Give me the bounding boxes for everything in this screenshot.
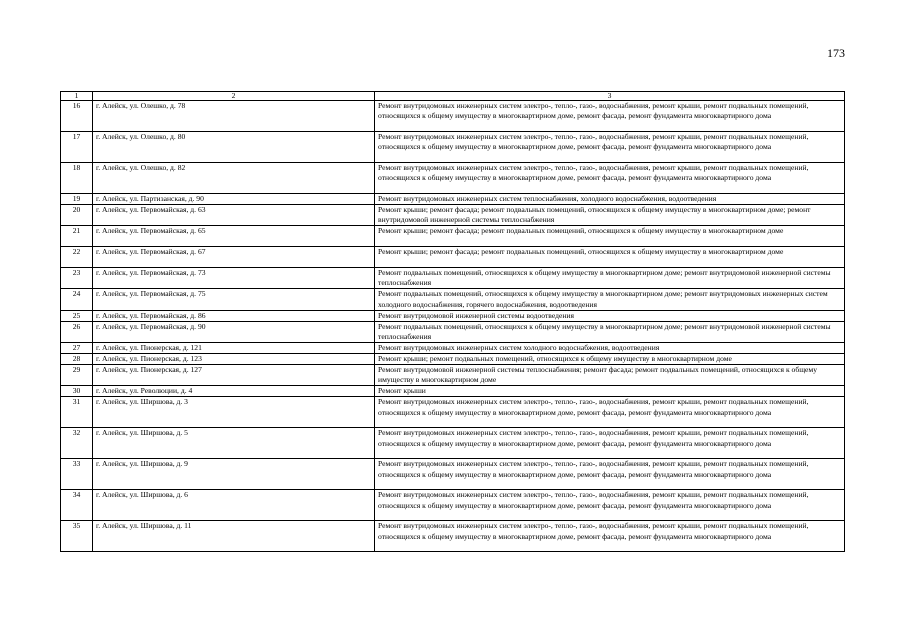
table-row: [61, 428, 845, 459]
row-works: Ремонт внутридомовых инженерных систем электро-, тепло-, газо-, водоснабжения, ремонт крыши, ремонт подвальных помещений, относящихся к общему имуществу в многоквартирном доме, ремонт фасада, ремонт фундамента многоквартирного дома: [375, 163, 845, 194]
row-number: 17: [61, 132, 93, 163]
row-works: Ремонт внутридомовых инженерных систем электро-, тепло-, газо-, водоснабжения, ремонт крыши, ремонт подвальных помещений, относящихся к общему имуществу в многоквартирном доме, ремонт фасада, ремонт фундамента многоквартирного дома: [375, 459, 845, 490]
row-works: Ремонт крыши: [375, 386, 845, 397]
row-address: г. Алейск, ул. Первомайская, д. 67: [93, 247, 375, 268]
row-works: Ремонт подвальных помещений, относящихся к общему имуществу в многоквартирном доме; ремонт внутридомовой инженерной системы теплоснабжения: [375, 321, 845, 342]
row-address: г. Алейск, ул. Пионерская, д. 123: [93, 354, 375, 365]
column-header-works: 3: [375, 92, 845, 101]
row-address: г. Алейск, ул. Первомайская, д. 90: [93, 321, 375, 342]
table-row: [61, 132, 845, 163]
table-row: [61, 459, 845, 490]
row-number: 33: [61, 459, 93, 490]
table-row: [61, 321, 845, 342]
page-number: 173: [827, 46, 845, 60]
row-address: г. Алейск, ул. Ширшова, д. 3: [93, 397, 375, 428]
row-works: Ремонт подвальных помещений, относящихся к общему имуществу в многоквартирном доме; ремонт внутридомовой инженерной системы теплоснабжения: [375, 268, 845, 289]
row-works: Ремонт внутридомовых инженерных систем электро-, тепло-, газо-, водоснабжения, ремонт крыши, ремонт подвальных помещений, относящихся к общему имуществу в многоквартирном доме, ремонт фасада, ремонт фундамента многоквартирного дома: [375, 428, 845, 459]
row-number: 34: [61, 490, 93, 521]
row-address: г. Алейск, ул. Пионерская, д. 127: [93, 365, 375, 386]
row-works: Ремонт внутридомовых инженерных систем электро-, тепло-, газо-, водоснабжения, ремонт крыши, ремонт подвальных помещений, относящихся к общему имуществу в многоквартирном доме, ремонт фасада, ремонт фундамента многоквартирного дома: [375, 397, 845, 428]
row-address: г. Алейск, ул. Первомайская, д. 73: [93, 268, 375, 289]
row-works: Ремонт внутридомовой инженерной системы теплоснабжения; ремонт фасада; ремонт подвальных помещений, относящихся к общему имуществу в многоквартирном доме: [375, 365, 845, 386]
row-works: Ремонт крыши; ремонт фасада; ремонт подвальных помещений, относящихся к общему имуществу в многоквартирном доме; ремонт внутридомовой инженерной системы теплоснабжения: [375, 205, 845, 226]
row-number: 27: [61, 342, 93, 353]
table-row: [61, 205, 845, 226]
row-works: Ремонт подвальных помещений, относящихся к общему имуществу в многоквартирном доме; ремонт внутридомовых инженерных систем холодного водоснабжения, горячего водоснабжения, водоотведения: [375, 289, 845, 310]
row-number: 30: [61, 386, 93, 397]
row-number: 29: [61, 365, 93, 386]
row-address: г. Алейск, ул. Первомайская, д. 65: [93, 226, 375, 247]
row-number: 32: [61, 428, 93, 459]
row-address: г. Алейск, ул. Пионерская, д. 121: [93, 342, 375, 353]
row-number: 21: [61, 226, 93, 247]
row-number: 31: [61, 397, 93, 428]
row-address: г. Алейск, ул. Первомайская, д. 86: [93, 310, 375, 321]
row-address: г. Алейск, ул. Ширшова, д. 5: [93, 428, 375, 459]
repair-register-table: [60, 91, 845, 552]
column-header-number: 1: [61, 92, 93, 101]
row-works: Ремонт крыши; ремонт фасада; ремонт подвальных помещений, относящихся к общему имуществу в многоквартирном доме: [375, 226, 845, 247]
row-address: г. Алейск, ул. Ширшова, д. 9: [93, 459, 375, 490]
row-works: Ремонт крыши; ремонт фасада; ремонт подвальных помещений, относящихся к общему имуществу в многоквартирном доме: [375, 247, 845, 268]
row-address: г. Алейск, ул. Олешко, д. 82: [93, 163, 375, 194]
table-row: [61, 163, 845, 194]
row-number: 20: [61, 205, 93, 226]
row-works: Ремонт внутридомовых инженерных систем холодного водоснабжения, водоотведения: [375, 342, 845, 353]
row-number: 16: [61, 101, 93, 132]
table-row: [61, 342, 845, 353]
table-row: [61, 268, 845, 289]
row-address: г. Алейск, ул. Партизанская, д. 90: [93, 194, 375, 205]
row-works: Ремонт внутридомовой инженерной системы водоотведения: [375, 310, 845, 321]
table-row: [61, 101, 845, 132]
table-row: [61, 365, 845, 386]
table-row: [61, 247, 845, 268]
table-row: [61, 289, 845, 310]
row-number: 19: [61, 194, 93, 205]
row-address: г. Алейск, ул. Ширшова, д. 11: [93, 521, 375, 552]
row-address: г. Алейск, ул. Первомайская, д. 63: [93, 205, 375, 226]
table-row: [61, 397, 845, 428]
row-number: 22: [61, 247, 93, 268]
row-address: г. Алейск, ул. Олешко, д. 80: [93, 132, 375, 163]
header-row: [61, 92, 845, 101]
table-row: [61, 310, 845, 321]
row-works: Ремонт внутридомовых инженерных систем теплоснабжения, холодного водоснабжения, водоотведения: [375, 194, 845, 205]
row-address: г. Алейск, ул. Олешко, д. 78: [93, 101, 375, 132]
row-number: 18: [61, 163, 93, 194]
row-works: Ремонт внутридомовых инженерных систем электро-, тепло-, газо-, водоснабжения, ремонт крыши, ремонт подвальных помещений, относящихся к общему имуществу в многоквартирном доме, ремонт фасада, ремонт фундамента многоквартирного дома: [375, 490, 845, 521]
row-address: г. Алейск, ул. Ширшова, д. 6: [93, 490, 375, 521]
row-number: 23: [61, 268, 93, 289]
row-number: 35: [61, 521, 93, 552]
row-works: Ремонт внутридомовых инженерных систем электро-, тепло-, газо-, водоснабжения, ремонт крыши, ремонт подвальных помещений, относящихся к общему имуществу в многоквартирном доме, ремонт фасада, ремонт фундамента многоквартирного дома: [375, 521, 845, 552]
column-header-address: 2: [93, 92, 375, 101]
table-row: [61, 521, 845, 552]
table-row: [61, 490, 845, 521]
table-row: [61, 386, 845, 397]
row-works: Ремонт внутридомовых инженерных систем электро-, тепло-, газо-, водоснабжения, ремонт крыши, ремонт подвальных помещений, относящихся к общему имуществу в многоквартирном доме, ремонт фасада, ремонт фундамента многоквартирного дома: [375, 101, 845, 132]
table-row: [61, 226, 845, 247]
row-number: 25: [61, 310, 93, 321]
table-row: [61, 354, 845, 365]
row-address: г. Алейск, ул. Революции, д. 4: [93, 386, 375, 397]
row-works: Ремонт крыши; ремонт подвальных помещений, относящихся к общему имуществу в многоквартирном доме: [375, 354, 845, 365]
row-number: 26: [61, 321, 93, 342]
row-works: Ремонт внутридомовых инженерных систем электро-, тепло-, газо-, водоснабжения, ремонт крыши, ремонт подвальных помещений, относящихся к общему имуществу в многоквартирном доме, ремонт фасада, ремонт фундамента многоквартирного дома: [375, 132, 845, 163]
row-address: г. Алейск, ул. Первомайская, д. 75: [93, 289, 375, 310]
row-number: 28: [61, 354, 93, 365]
row-number: 24: [61, 289, 93, 310]
table-row: [61, 194, 845, 205]
